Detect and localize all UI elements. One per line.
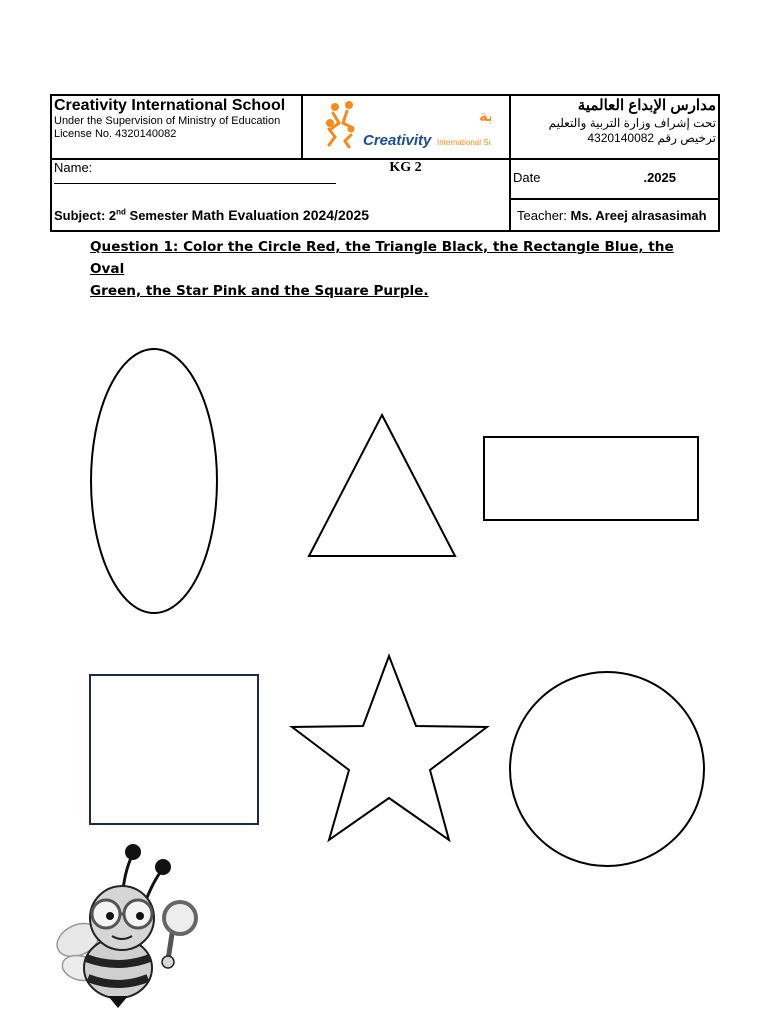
subject-label: Subject: 2 [54, 207, 117, 223]
bee-mascot-icon [52, 844, 196, 1008]
star-shape[interactable] [292, 656, 487, 840]
logo-text-en: Creativity [363, 131, 432, 149]
logo-text-en-sub: International Sc [437, 137, 491, 147]
supervision-en: Under the Supervision of Ministry of Education [54, 115, 281, 127]
subject-sup: nd [116, 207, 126, 217]
teacher-label: Teacher: [517, 207, 571, 223]
triangle-shape[interactable] [309, 415, 455, 556]
question-line-2: Green, the Star Pink and the Square Purple. [90, 283, 429, 299]
supervision-ar: تحت إشراف وزارة التربية والتعليم [548, 116, 716, 130]
license-en: License No. 4320140082 [54, 128, 177, 140]
oval-shape[interactable] [91, 349, 217, 613]
circle-shape[interactable] [510, 672, 704, 866]
license-ar: ترخيص رقم 4320140082 [587, 131, 716, 145]
date-label: Date [513, 170, 541, 185]
school-name-en: Creativity International School [54, 97, 286, 114]
school-name-ar: مدارس الإبداع العالمية [577, 97, 716, 114]
subject-title: Math Evaluation 2024/2025 [191, 206, 370, 223]
name-label: Name: [54, 160, 93, 175]
subject-semester: Semester [125, 207, 192, 223]
square-shape[interactable] [90, 675, 258, 824]
teacher-name: Ms. Areej alrasasimah [570, 207, 707, 223]
logo-text-ar: ة [479, 106, 489, 125]
date-value: .2025 [643, 170, 676, 185]
grade-label: KG 2 [389, 160, 422, 175]
question-line-1: Question 1: Color the Circle Red, the Triangle Black, the Rectangle Blue, the Oval [90, 239, 674, 277]
rectangle-shape[interactable] [484, 437, 698, 520]
